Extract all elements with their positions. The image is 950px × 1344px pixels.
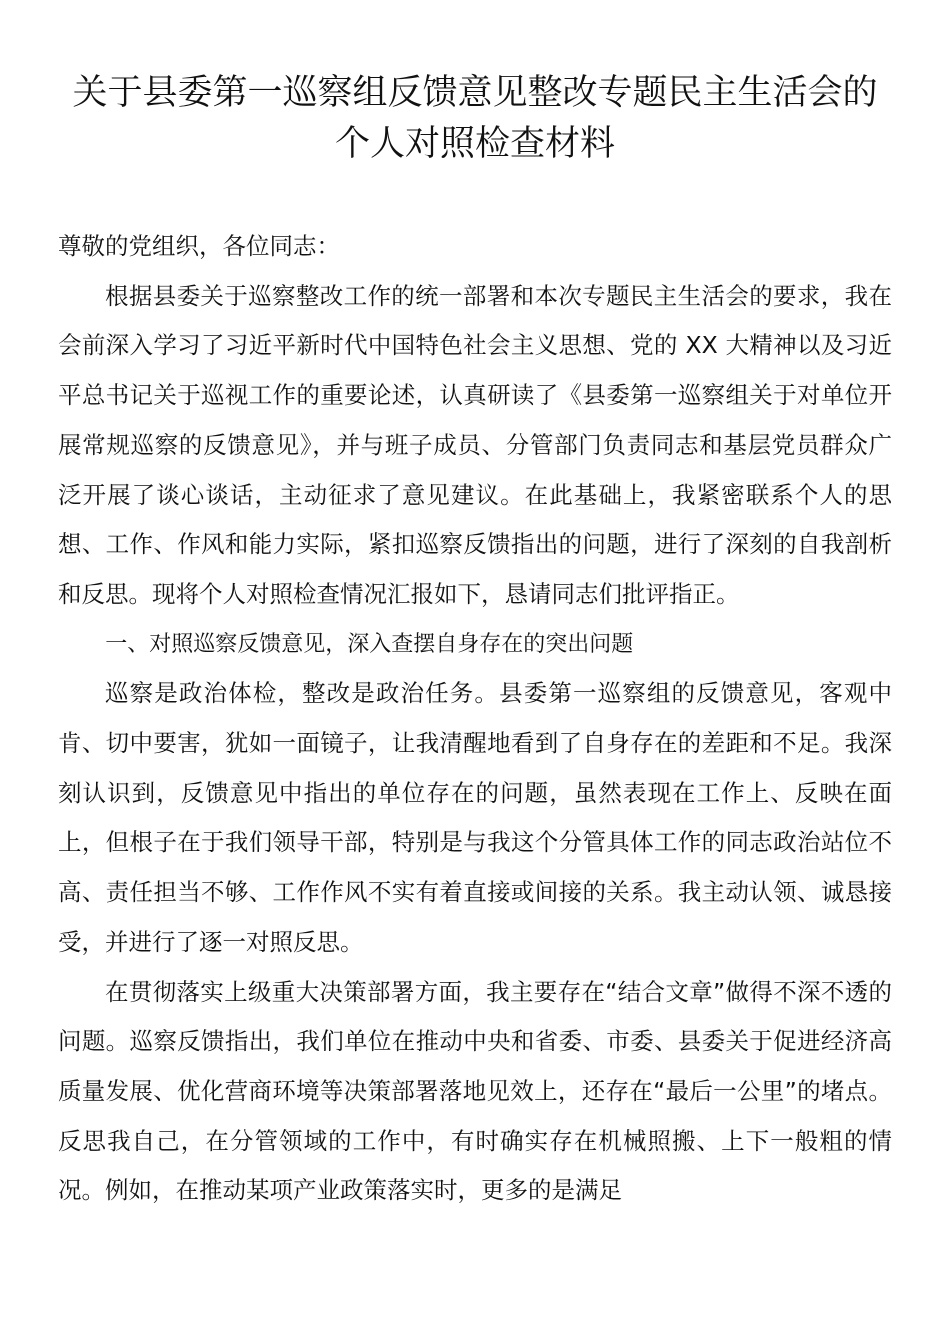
intro-paragraph: 根据县委关于巡察整改工作的统一部署和本次专题民主生活会的要求，我在会前深入学习了习近平新时代中国特色社会主义思想、党的 XX 大精神以及习近平总书记关于巡视工作的重要论述，认真研读了《县委第一巡察组关于对单位开展常规巡察的反馈意见》，并与班子成员、分管部门负责同志和基层党员群众广泛开展了谈心谈话，主动征求了意见建议。在此基础上，我紧密联系个人的思想、工作、作风和能力实际，紧扣巡察反馈指出的问题，进行了深刻的自我剖析和反思。现将个人对照检查情况汇报如下，恳请同志们批评指正。 (58, 281, 892, 608)
document-title (58, 68, 892, 170)
title-line-2: 个人对照检查材料 (334, 124, 615, 164)
body-paragraph: 巡察是政治体检，整改是政治任务。县委第一巡察组的反馈意见，客观中肯、切中要害，犹如一面镜子，让我清醒地看到了自身存在的差距和不足。我深刻认识到，反馈意见中指出的单位存在的问题，虽然表现在工作上、反映在面上，但根子在于我们领导干部，特别是与我这个分管具体工作的同志政治站位不高、责任担当不够、工作作风不实有着直接或间接的关系。我主动认领、诚恳接受，并进行了逐一对照反思。 (58, 679, 892, 956)
section-heading: 一、对照巡察反馈意见，深入查摆自身存在的突出问题 (105, 631, 634, 657)
title-line-1: 关于县委第一巡察组反馈意见整改专题民主生活会的 (72, 73, 878, 113)
body-paragraph: 在贯彻落实上级重大决策部署方面，我主要存在“结合文章”做得不深不透的问题。巡察反馈指出，我们单位在推动中央和省委、市委、县委关于促进经济高质量发展、优化营商环境等决策部署落地见效上，还存在“最后一公里”的堵点。反思我自己，在分管领域的工作中，有时确实存在机械照搬、上下一般粗的情况。例如，在推动某项产业政策落实时，更多的是满足 (58, 977, 892, 1205)
salutation: 尊敬的党组织，各位同志： (58, 232, 340, 260)
